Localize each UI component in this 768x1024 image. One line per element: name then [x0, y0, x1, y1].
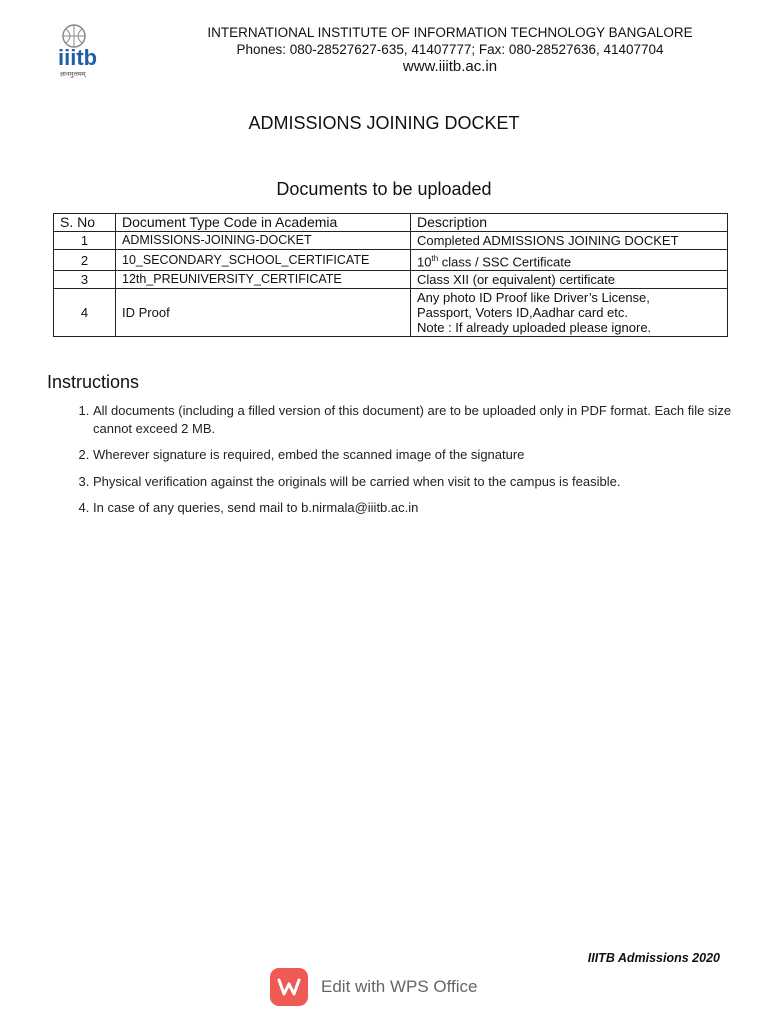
table-row [54, 271, 728, 289]
desc-line: Any photo ID Proof like Driver’s License, [417, 290, 650, 306]
table-row [54, 289, 728, 337]
instruction-item: 4. In case of any queries, send mail to b.nirmala@iiitb.ac.in [93, 499, 768, 517]
institute-name: INTERNATIONAL INSTITUTE OF INFORMATION TECHNOLOGY BANGALORE [207, 25, 693, 40]
institute-header [130, 24, 768, 76]
logo-tagline: ज्ञानमुत्तमम् [60, 70, 86, 78]
row-sno: 2 [54, 250, 116, 271]
row-description [411, 232, 728, 250]
table-row [54, 232, 728, 250]
desc-caps: ADMISSIONS JOINING DOCKET [482, 233, 679, 248]
row-description [411, 250, 728, 271]
desc-line: Note : If already uploaded please ignore. [417, 320, 652, 336]
desc-line: Passport, Voters ID,Aadhar card etc. [417, 305, 628, 321]
row-code: ADMISSIONS-JOINING-DOCKET [116, 232, 411, 250]
iiitb-logo [56, 22, 122, 78]
document-subtitle: Documents to be uploaded [276, 179, 492, 199]
desc-rest: class / SSC Certificate [438, 254, 572, 270]
instruction-item: 3. Physical verification against the originals will be carried when visit to the campus is feasible. [93, 473, 768, 491]
desc-num: 10 [417, 254, 432, 270]
instruction-item: 2. Wherever signature is required, embed the scanned image of the signature [93, 446, 768, 464]
row-sno: 4 [54, 289, 116, 337]
instructions-heading: Instructions [47, 372, 140, 392]
document-title: ADMISSIONS JOINING DOCKET [248, 113, 520, 133]
logo-text: iiitb [58, 45, 98, 70]
edit-with-wps-button[interactable] [270, 968, 478, 1006]
row-code: 12th_PREUNIVERSITY_CERTIFICATE [116, 271, 411, 289]
header-sno: S. No [54, 214, 116, 232]
institute-website: www.iiitb.ac.in [402, 58, 498, 75]
row-sno: 3 [54, 271, 116, 289]
header-code: Document Type Code in Academia [116, 214, 411, 232]
row-code: ID Proof [116, 289, 411, 337]
desc-sup: th [431, 254, 439, 263]
row-code: 10_SECONDARY_SCHOOL_CERTIFICATE [116, 250, 411, 271]
instructions-list [47, 402, 768, 526]
wps-logo-icon [270, 968, 308, 1006]
desc-pre: Completed [417, 233, 483, 248]
instruction-item: 1. All documents (including a filled version of this document) are to be uploaded only in PDF format. Each file size cannot exceed 2 MB. [93, 402, 768, 437]
documents-table [53, 213, 728, 337]
footer-note: IIITB Admissions 2020 [587, 951, 720, 965]
table-row [54, 250, 728, 271]
row-description: Class XII (or equivalent) certificate [411, 271, 728, 289]
table-header-row [54, 214, 728, 232]
row-sno: 1 [54, 232, 116, 250]
wps-label: Edit with WPS Office [321, 977, 478, 996]
header-description: Description [411, 214, 728, 232]
institute-phones: Phones: 080-28527627-635, 41407777; Fax: 080-28527636, 41407704 [236, 42, 664, 57]
row-description [411, 289, 728, 337]
